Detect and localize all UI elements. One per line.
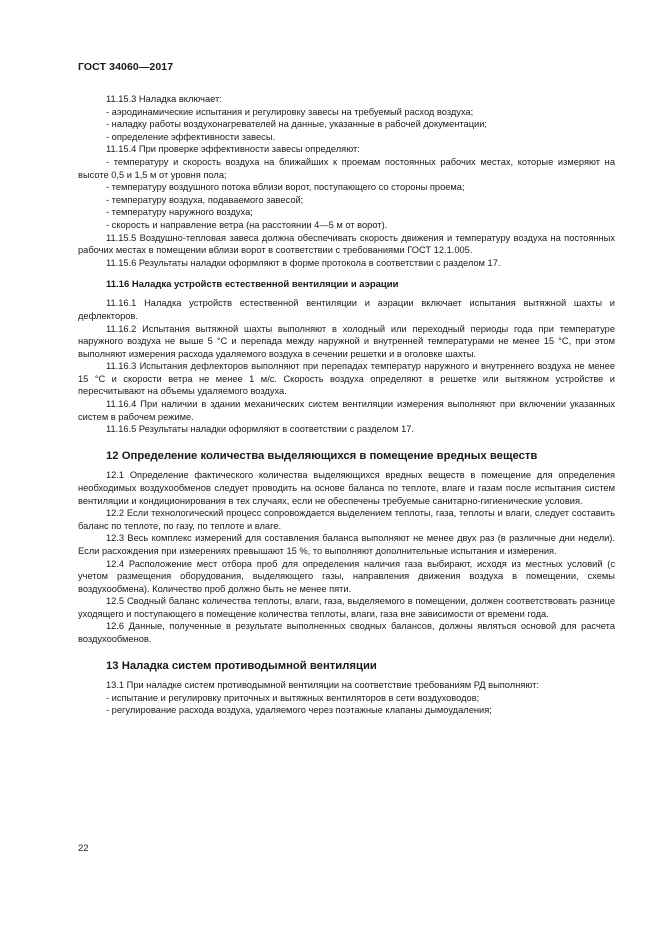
list-item: - температуру наружного воздуха;	[106, 207, 253, 218]
document-body	[78, 93, 615, 717]
paragraph-12-5: 12.5 Сводный баланс количества теплоты, влаги, газа, выделяемого в помещении, должен соответствовать разнице уходящего и поступающего в помещение количества теплоты, влаги, газа вне зависимости от времени года.	[78, 596, 615, 619]
paragraph-11-15-5: 11.15.5 Воздушно-тепловая завеса должна обеспечивать скорость движения и температуру воздуха на постоянных рабочих местах в помещении вблизи ворот в соответствии с требованиями ГОСТ 12.1.005.	[78, 232, 615, 256]
paragraph-11-16-3: 11.16.3 Испытания дефлекторов выполняют при перепадах температур наружного и внутреннего воздуха не менее 15 °С и скорости ветра не менее 1 м/с. Скорость воздуха определяют в решетке или вытяжном устройстве и пересчитывают на объемы удаляемого воздуха.	[78, 361, 615, 397]
paragraph-11-16-1: 11.16.1 Наладка устройств естественной вентиляции и аэрации включает испытания вытяжной шахты и дефлекторов.	[78, 298, 615, 321]
paragraph-11-16-5: 11.16.5 Результаты наладки оформляют в соответствии с разделом 17.	[106, 424, 414, 435]
list-item: - регулирование расхода воздуха, удаляемого через поэтажные клапаны дымоудаления;	[106, 705, 492, 716]
section-heading-12: 12 Определение количества выделяющихся в помещение вредных веществ	[106, 449, 538, 462]
list-item: - температуру воздушного потока вблизи ворот, поступающего со стороны проема;	[106, 182, 465, 193]
list-item: - определение эффективности завесы.	[106, 131, 276, 142]
page-number: 22	[78, 843, 89, 854]
paragraph-12-2: 12.2 Если технологический процесс сопровождается выделением теплоты, газа, теплоты и влаги, следует составить баланс по теплоте, по газу, по теплоте и влаге.	[78, 508, 615, 531]
paragraph-11-16-4: 11.16.4 При наличии в здании механических систем вентиляции измерения выполняют при включении указанных систем в рабочем режиме.	[78, 399, 615, 422]
list-item: - температуру воздуха, подаваемого завесой;	[106, 194, 304, 205]
section-heading-11-16: 11.16 Наладка устройств естественной вентиляции и аэрации	[106, 279, 399, 291]
list-item: - температуру и скорость воздуха на ближайших к проемам постоянных рабочих местах, которые измеряют на высоте 0,5 и 1,5 м от уровня пола;	[78, 156, 615, 180]
list-item: - аэродинамические испытания и регулировку завесы на требуемый расход воздуха;	[106, 106, 474, 117]
paragraph-12-4: 12.4 Расположение мест отбора проб для определения наличия газа выбирают, исходя из местных условий (с учетом размещения оборудования, выделяющего газы, направления движения воздуха в помещении, схемы воздухообмена). Количество проб должно быть не менее пяти.	[78, 558, 615, 594]
paragraph-12-3: 12.3 Весь комплекс измерений для составления баланса выполняют не менее двух раз (в различные дни недели). Если расхождения при измерениях превышают 15 %, то выполняют дополнительные испытания и измерения.	[78, 533, 615, 556]
paragraph-11-16-2: 11.16.2 Испытания вытяжной шахты выполняют в холодный или переходный периоды года при температуре наружного воздуха не выше 5 °С и перепада между наружной и внутренней температурами не менее 15 °С, при этом выполняют измерения расхода удаляемого воздуха в сечении решетки и в оголовке шахты.	[78, 323, 615, 359]
list-item: - наладку работы воздухонагревателей на данные, указанные в рабочей документации;	[106, 119, 487, 130]
document-code-header: ГОСТ 34060—2017	[78, 61, 174, 73]
list-item: - скорость и направление ветра (на расстоянии 4—5 м от ворот).	[106, 219, 388, 230]
paragraph-11-15-4: 11.15.4 При проверке эффективности завесы определяют:	[106, 144, 360, 155]
paragraph-12-1: 12.1 Определение фактического количества выделяющихся вредных веществ в помещение для определения необходимых воздухообменов следует проводить на основе баланса по теплоте, влаге и газам после испытания систем вентиляции и кондиционирования в тех случаях, если не обеспечены требуемые санитарно-гигиенические условия.	[78, 470, 615, 506]
paragraph-12-6: 12.6 Данные, полученные в результате выполненных сводных балансов, должны являться основой для расчета воздухообменов.	[78, 621, 615, 645]
paragraph-11-15-6: 11.15.6 Результаты наладки оформляют в форме протокола в соответствии с разделом 17.	[106, 257, 501, 268]
list-item: - испытание и регулировку приточных и вытяжных вентиляторов в сети воздуховодов;	[106, 692, 480, 703]
paragraph-13-1: 13.1 При наладке систем противодымной вентиляции на соответствие требованиям РД выполняют:	[106, 680, 539, 691]
paragraph-11-15-3: 11.15.3 Наладка включает:	[106, 94, 222, 104]
section-heading-13: 13 Наладка систем противодымной вентиляции	[106, 659, 377, 672]
